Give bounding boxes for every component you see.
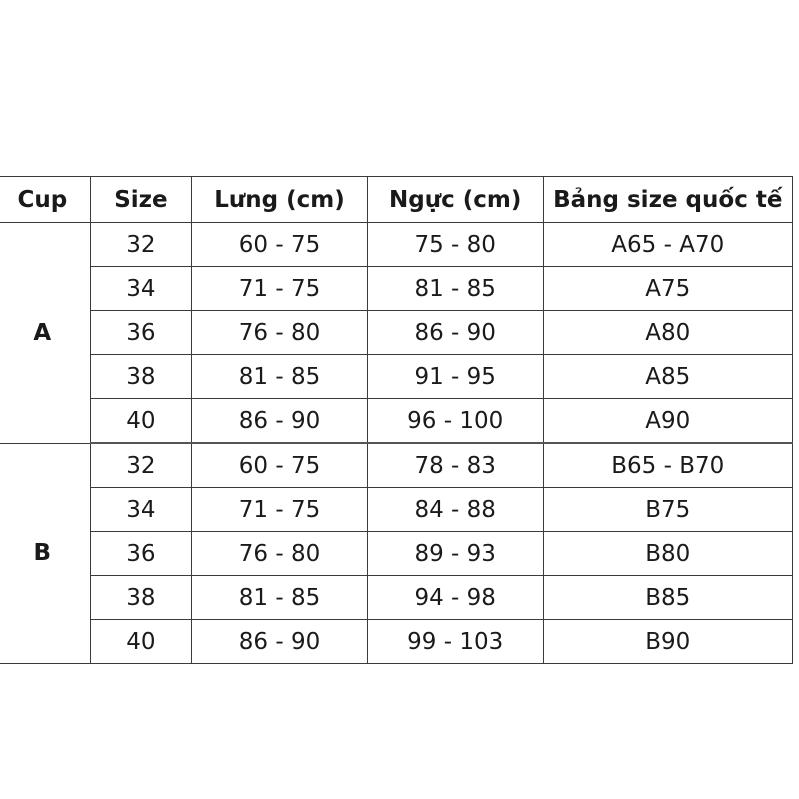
table-row xyxy=(0,620,793,664)
intl-size-cell: A90 xyxy=(543,399,792,444)
back-cell: 60 - 75 xyxy=(192,223,368,267)
back-cell: 86 - 90 xyxy=(192,399,368,444)
bust-cell: 94 - 98 xyxy=(367,576,543,620)
intl-size-cell: B80 xyxy=(543,532,792,576)
size-cell: 40 xyxy=(90,399,192,444)
header-size: Size xyxy=(90,177,192,223)
back-cell: 76 - 80 xyxy=(192,311,368,355)
back-cell: 60 - 75 xyxy=(192,443,368,488)
header-cup: Cup xyxy=(0,177,90,223)
table-row xyxy=(0,223,793,267)
table-row xyxy=(0,311,793,355)
table-row xyxy=(0,443,793,488)
back-cell: 86 - 90 xyxy=(192,620,368,664)
size-cell: 36 xyxy=(90,311,192,355)
size-cell: 34 xyxy=(90,488,192,532)
intl-size-cell: A80 xyxy=(543,311,792,355)
bust-cell: 75 - 80 xyxy=(367,223,543,267)
intl-size-cell: A85 xyxy=(543,355,792,399)
intl-size-cell: A75 xyxy=(543,267,792,311)
size-cell: 32 xyxy=(90,443,192,488)
size-cell: 32 xyxy=(90,223,192,267)
table-header-row xyxy=(0,177,793,223)
header-intl-size: Bảng size quốc tế xyxy=(543,177,792,223)
back-cell: 71 - 75 xyxy=(192,267,368,311)
header-bust: Ngực (cm) xyxy=(367,177,543,223)
back-cell: 71 - 75 xyxy=(192,488,368,532)
cup-cell-a: A xyxy=(0,223,90,444)
bust-cell: 91 - 95 xyxy=(367,355,543,399)
size-cell: 38 xyxy=(90,355,192,399)
cup-cell-b: B xyxy=(0,443,90,664)
table-row xyxy=(0,576,793,620)
table-row xyxy=(0,267,793,311)
intl-size-cell: B75 xyxy=(543,488,792,532)
bust-cell: 78 - 83 xyxy=(367,443,543,488)
intl-size-cell: B90 xyxy=(543,620,792,664)
intl-size-cell: A65 - A70 xyxy=(543,223,792,267)
back-cell: 81 - 85 xyxy=(192,355,368,399)
intl-size-cell: B65 - B70 xyxy=(543,443,792,488)
bra-size-table xyxy=(0,176,793,664)
header-back: Lưng (cm) xyxy=(192,177,368,223)
table-row xyxy=(0,532,793,576)
size-cell: 34 xyxy=(90,267,192,311)
table-row xyxy=(0,488,793,532)
table-row xyxy=(0,399,793,444)
bust-cell: 89 - 93 xyxy=(367,532,543,576)
table-row xyxy=(0,355,793,399)
back-cell: 76 - 80 xyxy=(192,532,368,576)
size-cell: 38 xyxy=(90,576,192,620)
bust-cell: 96 - 100 xyxy=(367,399,543,444)
intl-size-cell: B85 xyxy=(543,576,792,620)
size-cell: 36 xyxy=(90,532,192,576)
back-cell: 81 - 85 xyxy=(192,576,368,620)
bust-cell: 84 - 88 xyxy=(367,488,543,532)
bust-cell: 99 - 103 xyxy=(367,620,543,664)
size-cell: 40 xyxy=(90,620,192,664)
bust-cell: 86 - 90 xyxy=(367,311,543,355)
bust-cell: 81 - 85 xyxy=(367,267,543,311)
